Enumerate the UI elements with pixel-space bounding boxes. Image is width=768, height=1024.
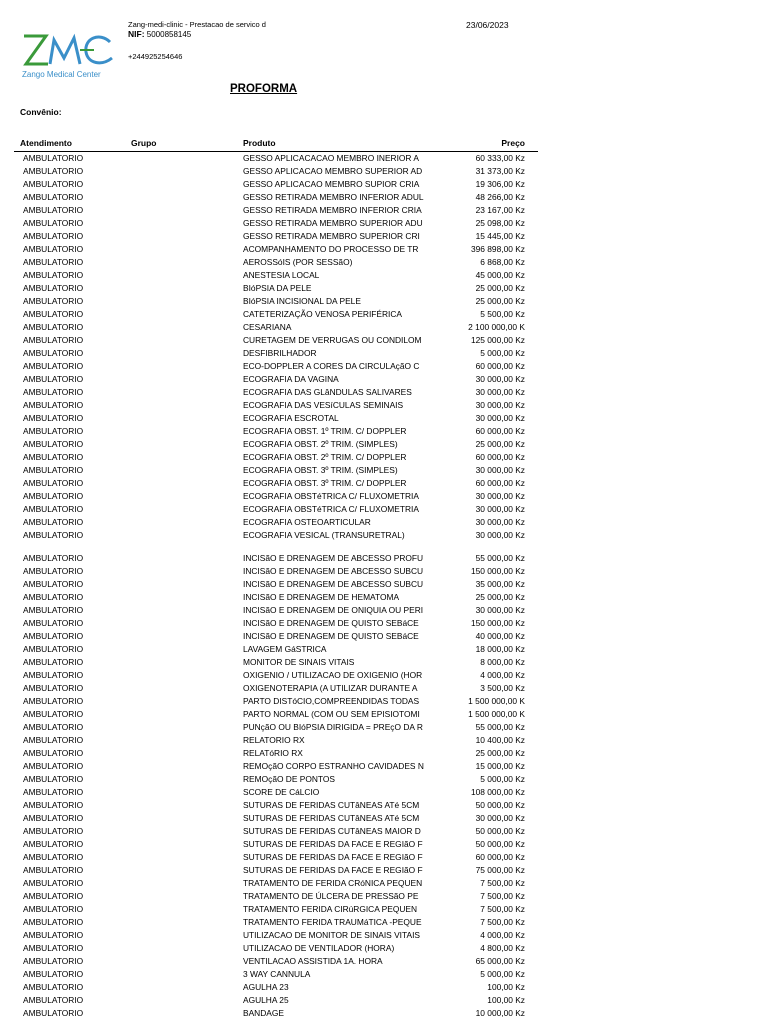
- cell-preco: 4 000,00 Kz: [480, 670, 525, 680]
- cell-atendimento: AMBULATORIO: [23, 296, 84, 306]
- cell-produto: VENTILACAO ASSISTIDA 1A. HORA: [243, 956, 383, 966]
- table-row: [0, 321, 768, 334]
- table-row: [0, 916, 768, 929]
- table-row: [0, 656, 768, 669]
- cell-atendimento: AMBULATORIO: [23, 735, 84, 745]
- cell-atendimento: AMBULATORIO: [23, 270, 84, 280]
- cell-preco: 19 306,00 Kz: [475, 179, 525, 189]
- cell-preco: 25 000,00 Kz: [475, 296, 525, 306]
- cell-preco: 60 000,00 Kz: [475, 852, 525, 862]
- cell-atendimento: AMBULATORIO: [23, 400, 84, 410]
- cell-atendimento: AMBULATORIO: [23, 579, 84, 589]
- cell-produto: UTILIZACAO DE VENTILADOR (HORA): [243, 943, 395, 953]
- cell-atendimento: AMBULATORIO: [23, 644, 84, 654]
- cell-preco: 60 000,00 Kz: [475, 452, 525, 462]
- table-row: [0, 1007, 768, 1020]
- cell-produto: BANDAGE: [243, 1008, 284, 1018]
- cell-preco: 30 000,00 Kz: [475, 530, 525, 540]
- cell-produto: AEROSSóIS (POR SESSãO): [243, 257, 353, 267]
- table-row: [0, 682, 768, 695]
- cell-produto: ACOMPANHAMENTO DO PROCESSO DE TR: [243, 244, 419, 254]
- table-row: [0, 877, 768, 890]
- cell-atendimento: AMBULATORIO: [23, 553, 84, 563]
- table-row: [0, 669, 768, 682]
- table-row: [0, 981, 768, 994]
- table-row: [0, 825, 768, 838]
- cell-preco: 10 400,00 Kz: [475, 735, 525, 745]
- cell-produto: PARTO DISTóCIO,COMPREENDIDAS TODAS: [243, 696, 420, 706]
- table-header: [0, 138, 768, 150]
- cell-produto: ECOGRAFIA ESCROTAL: [243, 413, 339, 423]
- cell-atendimento: AMBULATORIO: [23, 413, 84, 423]
- cell-atendimento: AMBULATORIO: [23, 800, 84, 810]
- cell-preco: 3 500,00 Kz: [480, 683, 525, 693]
- cell-produto: ECOGRAFIA VESICAL (TRANSURETRAL): [243, 530, 405, 540]
- column-atendimento: Atendimento: [20, 138, 72, 148]
- table-row: [0, 552, 768, 565]
- cell-preco: 30 000,00 Kz: [475, 374, 525, 384]
- cell-preco: 25 000,00 Kz: [475, 283, 525, 293]
- cell-atendimento: AMBULATORIO: [23, 566, 84, 576]
- cell-preco: 8 000,00 Kz: [480, 657, 525, 667]
- cell-produto: CURETAGEM DE VERRUGAS OU CONDILOM: [243, 335, 422, 345]
- table-row: [0, 838, 768, 851]
- table-row: [0, 994, 768, 1007]
- cell-preco: 30 000,00 Kz: [475, 413, 525, 423]
- cell-atendimento: AMBULATORIO: [23, 504, 84, 514]
- table-row: [0, 425, 768, 438]
- cell-preco: 18 000,00 Kz: [475, 644, 525, 654]
- table-row: [0, 516, 768, 529]
- cell-atendimento: AMBULATORIO: [23, 787, 84, 797]
- table-row: [0, 243, 768, 256]
- cell-atendimento: AMBULATORIO: [23, 943, 84, 953]
- cell-atendimento: AMBULATORIO: [23, 891, 84, 901]
- cell-atendimento: AMBULATORIO: [23, 426, 84, 436]
- cell-preco: 150 000,00 Kz: [470, 566, 525, 576]
- cell-preco: 30 000,00 Kz: [475, 400, 525, 410]
- table-row: [0, 503, 768, 516]
- table-row: [0, 178, 768, 191]
- cell-produto: ECOGRAFIA OBSTéTRICA C/ FLUXOMETRIA: [243, 504, 419, 514]
- cell-produto: ECOGRAFIA DA VAGINA: [243, 374, 339, 384]
- table-row: [0, 864, 768, 877]
- cell-atendimento: AMBULATORIO: [23, 166, 84, 176]
- cell-produto: REMOçãO DE PONTOS: [243, 774, 335, 784]
- cell-atendimento: AMBULATORIO: [23, 865, 84, 875]
- table-row: [0, 643, 768, 656]
- cell-preco: 25 000,00 Kz: [475, 748, 525, 758]
- table-row: [0, 812, 768, 825]
- table-row: [0, 890, 768, 903]
- cell-preco: 30 000,00 Kz: [475, 504, 525, 514]
- cell-produto: ECO-DOPPLER A CORES DA CIRCULAçãO C: [243, 361, 420, 371]
- cell-produto: INCISãO E DRENAGEM DE ONIQUIA OU PERI: [243, 605, 424, 615]
- cell-produto: BIóPSIA INCISIONAL DA PELE: [243, 296, 361, 306]
- cell-atendimento: AMBULATORIO: [23, 722, 84, 732]
- table-row: [0, 217, 768, 230]
- cell-atendimento: AMBULATORIO: [23, 530, 84, 540]
- cell-preco: 2 100 000,00 K: [468, 322, 525, 332]
- cell-preco: 50 000,00 Kz: [475, 800, 525, 810]
- cell-produto: ECOGRAFIA OSTEOARTICULAR: [243, 517, 371, 527]
- cell-preco: 1 500 000,00 K: [468, 696, 525, 706]
- table-row: [0, 578, 768, 591]
- table-row: [0, 477, 768, 490]
- cell-produto: GESSO APLICACACAO MEMBRO INERIOR A: [243, 153, 419, 163]
- cell-preco: 5 000,00 Kz: [480, 774, 525, 784]
- table-row: [0, 630, 768, 643]
- cell-atendimento: AMBULATORIO: [23, 478, 84, 488]
- cell-produto: ECOGRAFIA OBST. 2º TRIM. (SIMPLES): [243, 439, 398, 449]
- company-name: Zang-medi-clinic - Prestacao de servico d: [128, 20, 266, 29]
- table-row: [0, 230, 768, 243]
- column-produto: Produto: [243, 138, 276, 148]
- cell-produto: PARTO NORMAL (COM OU SEM EPISIOTOMI: [243, 709, 420, 719]
- cell-preco: 15 445,00 Kz: [475, 231, 525, 241]
- cell-produto: INCISãO E DRENAGEM DE QUISTO SEBáCE: [243, 618, 419, 628]
- cell-atendimento: AMBULATORIO: [23, 956, 84, 966]
- cell-preco: 25 000,00 Kz: [475, 439, 525, 449]
- table-row: [0, 929, 768, 942]
- cell-atendimento: AMBULATORIO: [23, 592, 84, 602]
- cell-atendimento: AMBULATORIO: [23, 179, 84, 189]
- cell-preco: 100,00 Kz: [487, 995, 525, 1005]
- table-row: [0, 412, 768, 425]
- cell-atendimento: AMBULATORIO: [23, 231, 84, 241]
- cell-preco: 75 000,00 Kz: [475, 865, 525, 875]
- table-row: [0, 295, 768, 308]
- logo-subtitle: Zango Medical Center: [22, 70, 101, 79]
- cell-atendimento: AMBULATORIO: [23, 657, 84, 667]
- cell-preco: 30 000,00 Kz: [475, 465, 525, 475]
- cell-atendimento: AMBULATORIO: [23, 517, 84, 527]
- cell-produto: RELATóRIO RX: [243, 748, 303, 758]
- cell-produto: SUTURAS DE FERIDAS CUTâNEAS ATé 5CM: [243, 800, 420, 810]
- table-row: [0, 256, 768, 269]
- table-row: [0, 529, 768, 542]
- cell-atendimento: AMBULATORIO: [23, 709, 84, 719]
- cell-preco: 65 000,00 Kz: [475, 956, 525, 966]
- cell-produto: SUTURAS DE FERIDAS DA FACE E REGIãO F: [243, 839, 423, 849]
- cell-produto: INCISãO E DRENAGEM DE QUISTO SEBáCE: [243, 631, 419, 641]
- cell-atendimento: AMBULATORIO: [23, 748, 84, 758]
- cell-produto: RELATORIO RX: [243, 735, 305, 745]
- cell-preco: 30 000,00 Kz: [475, 605, 525, 615]
- table-row: [0, 308, 768, 321]
- table-row: [0, 165, 768, 178]
- table-row: [0, 438, 768, 451]
- table-row: [0, 451, 768, 464]
- cell-preco: 100,00 Kz: [487, 982, 525, 992]
- table-row: [0, 708, 768, 721]
- cell-produto: DESFIBRILHADOR: [243, 348, 317, 358]
- cell-produto: INCISãO E DRENAGEM DE ABCESSO SUBCU: [243, 566, 424, 576]
- cell-produto: SUTURAS DE FERIDAS CUTâNEAS ATé 5CM: [243, 813, 420, 823]
- cell-atendimento: AMBULATORIO: [23, 878, 84, 888]
- nif-label: NIF:: [128, 29, 145, 39]
- cell-produto: ECOGRAFIA OBST. 2º TRIM. C/ DOPPLER: [243, 452, 407, 462]
- cell-atendimento: AMBULATORIO: [23, 491, 84, 501]
- cell-preco: 31 373,00 Kz: [475, 166, 525, 176]
- cell-preco: 23 167,00 Kz: [475, 205, 525, 215]
- cell-produto: TRATAMENTO FERIDA TRAUMáTICA -PEQUE: [243, 917, 422, 927]
- cell-atendimento: AMBULATORIO: [23, 670, 84, 680]
- cell-atendimento: AMBULATORIO: [23, 335, 84, 345]
- cell-preco: 45 000,00 Kz: [475, 270, 525, 280]
- column-grupo: Grupo: [131, 138, 157, 148]
- cell-atendimento: AMBULATORIO: [23, 839, 84, 849]
- cell-produto: TRATAMENTO DE FERIDA CRóNICA PEQUEN: [243, 878, 423, 888]
- cell-atendimento: AMBULATORIO: [23, 452, 84, 462]
- column-preco: Preço: [501, 138, 525, 148]
- table-row: [0, 334, 768, 347]
- cell-produto: AGULHA 23: [243, 982, 289, 992]
- cell-preco: 48 266,00 Kz: [475, 192, 525, 202]
- cell-atendimento: AMBULATORIO: [23, 387, 84, 397]
- table-row: [0, 903, 768, 916]
- cell-produto: GESSO RETIRADA MEMBRO SUPERIOR ADU: [243, 218, 423, 228]
- cell-atendimento: AMBULATORIO: [23, 982, 84, 992]
- table-row: [0, 386, 768, 399]
- document-date: 23/06/2023: [466, 20, 509, 30]
- table-row: [0, 851, 768, 864]
- table-row: [0, 721, 768, 734]
- cell-produto: GESSO RETIRADA MEMBRO SUPERIOR CRI: [243, 231, 420, 241]
- cell-produto: ECOGRAFIA OBST. 3º TRIM. C/ DOPPLER: [243, 478, 407, 488]
- cell-preco: 10 000,00 Kz: [475, 1008, 525, 1018]
- cell-atendimento: AMBULATORIO: [23, 774, 84, 784]
- cell-preco: 7 500,00 Kz: [480, 891, 525, 901]
- table-row: [0, 373, 768, 386]
- cell-produto: ECOGRAFIA OBSTéTRICA C/ FLUXOMETRIA: [243, 491, 419, 501]
- cell-preco: 125 000,00 Kz: [470, 335, 525, 345]
- cell-preco: 7 500,00 Kz: [480, 878, 525, 888]
- cell-preco: 50 000,00 Kz: [475, 839, 525, 849]
- cell-atendimento: AMBULATORIO: [23, 153, 84, 163]
- table-row: [0, 152, 768, 165]
- cell-preco: 4 000,00 Kz: [480, 930, 525, 940]
- cell-produto: CATETERIZAÇÃO VENOSA PERIFÉRICA: [243, 309, 402, 319]
- cell-produto: INCISãO E DRENAGEM DE ABCESSO PROFU: [243, 553, 424, 563]
- cell-produto: SCORE DE CáLCIO: [243, 787, 320, 797]
- phone-number: +244925254646: [128, 52, 183, 61]
- table-row: [0, 617, 768, 630]
- items-table: [0, 152, 768, 1020]
- cell-produto: BIóPSIA DA PELE: [243, 283, 312, 293]
- cell-atendimento: AMBULATORIO: [23, 322, 84, 332]
- cell-preco: 60 000,00 Kz: [475, 361, 525, 371]
- cell-atendimento: AMBULATORIO: [23, 995, 84, 1005]
- cell-produto: GESSO RETIRADA MEMBRO INFERIOR CRIA: [243, 205, 422, 215]
- cell-preco: 30 000,00 Kz: [475, 813, 525, 823]
- cell-atendimento: AMBULATORIO: [23, 361, 84, 371]
- cell-preco: 40 000,00 Kz: [475, 631, 525, 641]
- cell-preco: 60 000,00 Kz: [475, 426, 525, 436]
- cell-atendimento: AMBULATORIO: [23, 917, 84, 927]
- table-row: [0, 604, 768, 617]
- cell-produto: AGULHA 25: [243, 995, 289, 1005]
- cell-produto: MONITOR DE SINAIS VITAIS: [243, 657, 355, 667]
- table-row: [0, 269, 768, 282]
- convenio-label: Convênio:: [20, 107, 62, 117]
- cell-atendimento: AMBULATORIO: [23, 283, 84, 293]
- cell-preco: 30 000,00 Kz: [475, 491, 525, 501]
- table-row: [0, 591, 768, 604]
- document-title: PROFORMA: [230, 83, 298, 95]
- table-row: [0, 747, 768, 760]
- cell-preco: 35 000,00 Kz: [475, 579, 525, 589]
- table-row: [0, 490, 768, 503]
- cell-preco: 7 500,00 Kz: [480, 917, 525, 927]
- cell-produto: CESARIANA: [243, 322, 292, 332]
- cell-produto: GESSO APLICACAO MEMBRO SUPERIOR AD: [243, 166, 423, 176]
- cell-produto: 3 WAY CANNULA: [243, 969, 311, 979]
- cell-produto: INCISãO E DRENAGEM DE HEMATOMA: [243, 592, 400, 602]
- cell-preco: 55 000,00 Kz: [475, 553, 525, 563]
- cell-preco: 55 000,00 Kz: [475, 722, 525, 732]
- cell-produto: UTILIZACAO DE MONITOR DE SINAIS VITAIS: [243, 930, 420, 940]
- cell-preco: 25 098,00 Kz: [475, 218, 525, 228]
- cell-atendimento: AMBULATORIO: [23, 618, 84, 628]
- cell-produto: INCISãO E DRENAGEM DE ABCESSO SUBCU: [243, 579, 424, 589]
- cell-atendimento: AMBULATORIO: [23, 192, 84, 202]
- cell-preco: 7 500,00 Kz: [480, 904, 525, 914]
- table-row: [0, 695, 768, 708]
- table-row: [0, 734, 768, 747]
- cell-preco: 50 000,00 Kz: [475, 826, 525, 836]
- cell-preco: 5 000,00 Kz: [480, 969, 525, 979]
- cell-produto: LAVAGEM GáSTRICA: [243, 644, 327, 654]
- cell-atendimento: AMBULATORIO: [23, 852, 84, 862]
- cell-preco: 30 000,00 Kz: [475, 387, 525, 397]
- cell-atendimento: AMBULATORIO: [23, 904, 84, 914]
- table-row: [0, 968, 768, 981]
- cell-produto: SUTURAS DE FERIDAS CUTâNEAS MAIOR D: [243, 826, 421, 836]
- cell-produto: ECOGRAFIA DAS VESíCULAS SEMINAIS: [243, 400, 404, 410]
- cell-produto: ECOGRAFIA DAS GLâNDULAS SALIVARES: [243, 387, 412, 397]
- cell-atendimento: AMBULATORIO: [23, 244, 84, 254]
- cell-atendimento: AMBULATORIO: [23, 348, 84, 358]
- cell-produto: TRATAMENTO DE ÚLCERA DE PRESSãO PE: [243, 891, 419, 901]
- cell-atendimento: AMBULATORIO: [23, 439, 84, 449]
- cell-preco: 5 500,00 Kz: [480, 309, 525, 319]
- cell-preco: 150 000,00 Kz: [470, 618, 525, 628]
- cell-produto: OXIGENIO / UTILIZACAO DE OXIGENIO (HOR: [243, 670, 423, 680]
- cell-atendimento: AMBULATORIO: [23, 205, 84, 215]
- cell-produto: PUNçãO OU BIóPSIA DIRIGIDA = PREçO DA R: [243, 722, 423, 732]
- cell-produto: GESSO APLICACAO MEMBRO SUPIOR CRIA: [243, 179, 420, 189]
- cell-atendimento: AMBULATORIO: [23, 761, 84, 771]
- table-row: [0, 799, 768, 812]
- cell-atendimento: AMBULATORIO: [23, 218, 84, 228]
- table-row: [0, 191, 768, 204]
- cell-preco: 60 000,00 Kz: [475, 478, 525, 488]
- nif: [128, 29, 191, 39]
- cell-preco: 60 333,00 Kz: [475, 153, 525, 163]
- table-row: [0, 773, 768, 786]
- table-row: [0, 786, 768, 799]
- cell-produto: REMOçãO CORPO ESTRANHO CAVIDADES N: [243, 761, 424, 771]
- table-row: [0, 942, 768, 955]
- cell-preco: 6 868,00 Kz: [480, 257, 525, 267]
- cell-produto: ECOGRAFIA OBST. 3º TRIM. (SIMPLES): [243, 465, 398, 475]
- cell-produto: SUTURAS DE FERIDAS DA FACE E REGIãO F: [243, 852, 423, 862]
- nif-value: 5000858145: [146, 30, 192, 39]
- cell-atendimento: AMBULATORIO: [23, 969, 84, 979]
- cell-produto: ANESTESIA LOCAL: [243, 270, 320, 280]
- table-row: [0, 955, 768, 968]
- cell-preco: 30 000,00 Kz: [475, 517, 525, 527]
- cell-atendimento: AMBULATORIO: [23, 826, 84, 836]
- table-row: [0, 360, 768, 373]
- cell-atendimento: AMBULATORIO: [23, 631, 84, 641]
- cell-produto: TRATAMENTO FERIDA CIRúRGICA PEQUEN: [243, 904, 418, 914]
- table-row: [0, 399, 768, 412]
- cell-produto: OXIGENOTERAPIA (A UTILIZAR DURANTE A: [243, 683, 418, 693]
- cell-preco: 15 000,00 Kz: [475, 761, 525, 771]
- cell-atendimento: AMBULATORIO: [23, 696, 84, 706]
- cell-produto: GESSO RETIRADA MEMBRO INFERIOR ADUL: [243, 192, 424, 202]
- cell-atendimento: AMBULATORIO: [23, 374, 84, 384]
- cell-preco: 1 500 000,00 K: [468, 709, 525, 719]
- table-row: [0, 282, 768, 295]
- cell-preco: 4 800,00 Kz: [480, 943, 525, 953]
- cell-produto: ECOGRAFIA OBST. 1º TRIM. C/ DOPPLER: [243, 426, 407, 436]
- cell-atendimento: AMBULATORIO: [23, 1008, 84, 1018]
- table-row: [0, 347, 768, 360]
- cell-atendimento: AMBULATORIO: [23, 257, 84, 267]
- cell-atendimento: AMBULATORIO: [23, 683, 84, 693]
- cell-atendimento: AMBULATORIO: [23, 465, 84, 475]
- clinic-logo: [20, 30, 120, 86]
- cell-atendimento: AMBULATORIO: [23, 605, 84, 615]
- table-row: [0, 464, 768, 477]
- cell-preco: 25 000,00 Kz: [475, 592, 525, 602]
- cell-atendimento: AMBULATORIO: [23, 813, 84, 823]
- cell-preco: 5 000,00 Kz: [480, 348, 525, 358]
- cell-preco: 108 000,00 Kz: [470, 787, 525, 797]
- table-row: [0, 760, 768, 773]
- table-row: [0, 204, 768, 217]
- cell-atendimento: AMBULATORIO: [23, 930, 84, 940]
- cell-produto: SUTURAS DE FERIDAS DA FACE E REGIãO F: [243, 865, 423, 875]
- table-row: [0, 565, 768, 578]
- cell-atendimento: AMBULATORIO: [23, 309, 84, 319]
- cell-preco: 396 898,00 Kz: [470, 244, 525, 254]
